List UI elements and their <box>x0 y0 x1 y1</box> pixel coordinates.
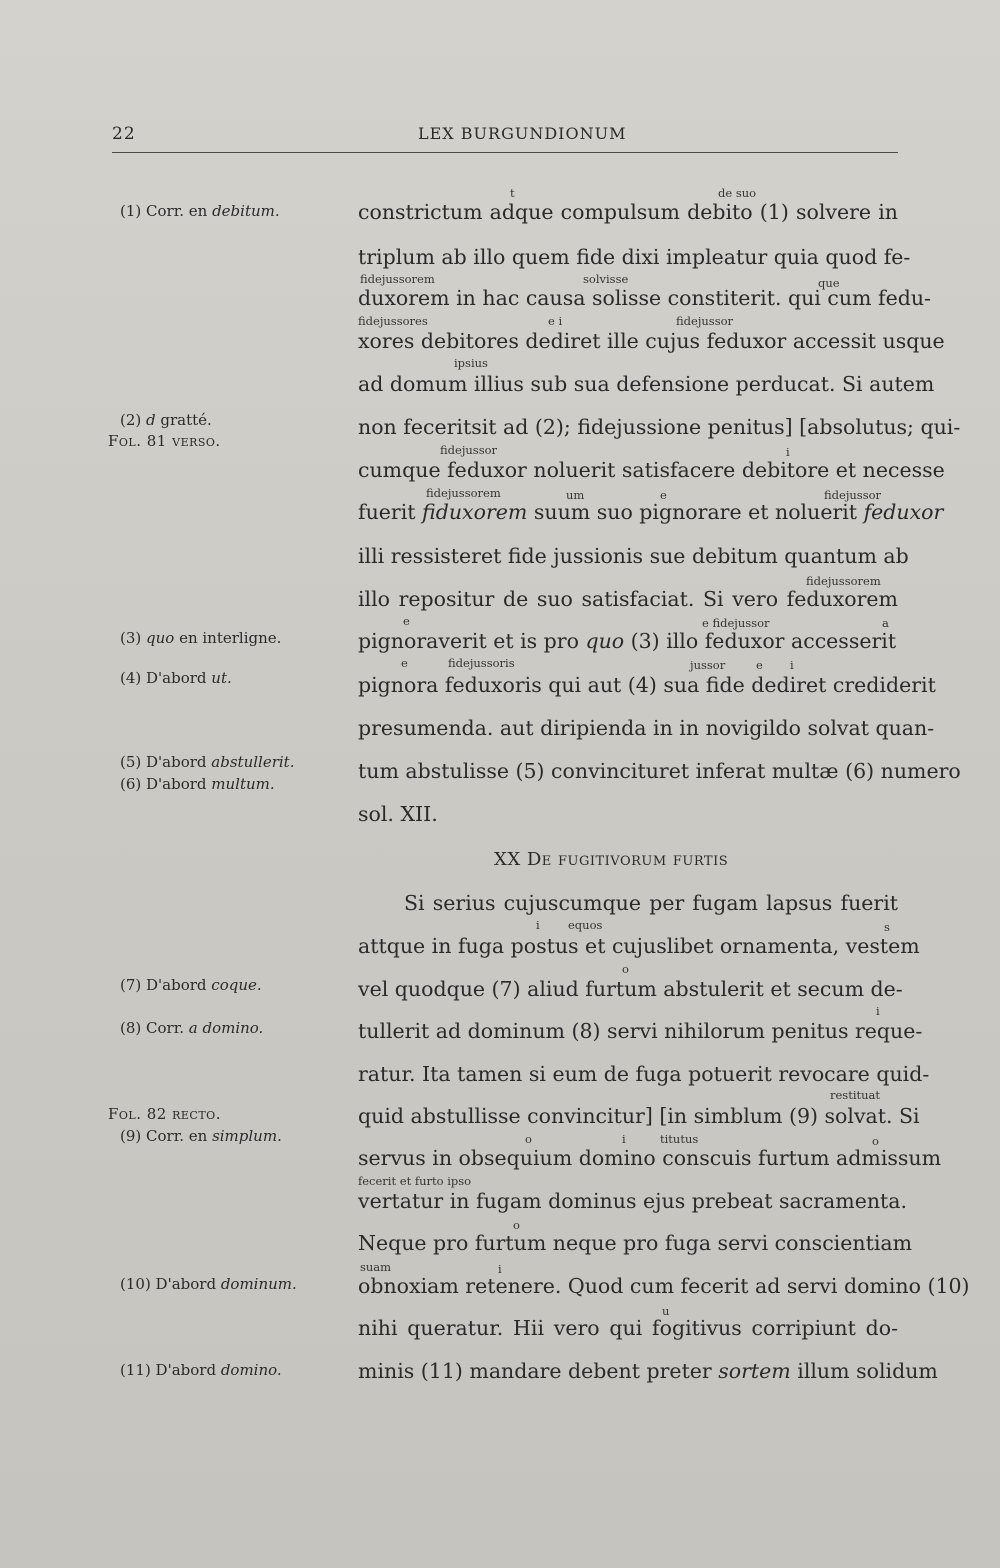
note-2: (2) d gratté. <box>120 411 212 429</box>
text-line: xores debitores dediret ille cujus feduxor accessit usque <box>358 329 945 353</box>
page-number: 22 <box>112 124 136 144</box>
text-line: illi ressisteret fide jussionis sue debitum quantum ab <box>358 544 909 568</box>
text-line: non feceritsit ad (2); fidejussione penitus] [absolutus; qui- <box>358 415 961 439</box>
gloss: de suo <box>718 186 757 200</box>
text-line: pignora feduxoris qui aut (4) sua fide dediret crediderit <box>358 673 936 697</box>
text-line: attque in fuga postus et cujuslibet ornamenta, vestem <box>358 934 920 958</box>
gloss: i <box>790 658 794 672</box>
note-6: (6) D'abord multum. <box>120 775 275 793</box>
gloss: i <box>622 1132 626 1146</box>
running-title: LEX BURGUNDIONUM <box>418 124 627 143</box>
note-7: (7) D'abord coque. <box>120 976 262 994</box>
gloss: jussor <box>690 658 726 672</box>
note-1: (1) Corr. en debitum. <box>120 202 280 220</box>
text-line: servus in obsequium domino conscuis furtum admissum <box>358 1146 942 1170</box>
text-line: sol. XII. <box>358 802 438 826</box>
text-line: ad domum illius sub sua defensione perducat. Si autem <box>358 372 935 396</box>
text-line: ratur. Ita tamen si eum de fuga potuerit revocare quid- <box>358 1062 930 1086</box>
gloss: o <box>513 1218 520 1232</box>
gloss: fidejussoris <box>448 656 515 670</box>
text-line: nihi queratur. Hii vero qui fogitivus corripiunt do- <box>358 1316 898 1340</box>
gloss: u <box>662 1304 670 1318</box>
gloss: e <box>403 614 410 628</box>
text-line: fuerit fiduxorem suum suo pignorare et noluerit feduxor <box>358 500 944 524</box>
text-line: presumenda. aut diripienda in in novigildo solvat quan- <box>358 716 935 740</box>
gloss: e i <box>548 314 563 328</box>
folio-81-verso: Fol. 81 verso. <box>108 432 221 450</box>
gloss: e <box>660 488 667 502</box>
gloss: i <box>498 1262 502 1276</box>
text-line: vertatur in fugam dominus ejus prebeat sacramenta. <box>358 1189 908 1213</box>
gloss: fidejussorem <box>360 272 435 286</box>
note-10: (10) D'abord dominum. <box>120 1275 297 1293</box>
note-9: (9) Corr. en simplum. <box>120 1127 282 1145</box>
gloss: s <box>884 920 890 934</box>
header-rule <box>112 152 898 153</box>
note-3: (3) quo en interligne. <box>120 629 282 647</box>
text-line: obnoxiam retenere. Quod cum fecerit ad servi domino (10) <box>358 1274 970 1298</box>
text-line: cumque feduxor noluerit satisfacere debitore et necesse <box>358 458 945 482</box>
gloss: e fidejussor <box>702 616 770 630</box>
text-line: tum abstulisse (5) convincituret inferat multæ (6) numero <box>358 759 961 783</box>
text-line: quid abstullisse convincitur] [in simblum (9) solvat. Si <box>358 1104 920 1128</box>
gloss: i <box>536 918 540 932</box>
text-line: vel quodque (7) aliud furtum abstulerit et secum de- <box>358 977 903 1001</box>
gloss: o <box>872 1134 879 1148</box>
gloss: fidejussor <box>676 314 734 328</box>
note-4: (4) D'abord ut. <box>120 669 232 687</box>
text-line: Neque pro furtum neque pro fuga servi conscientiam <box>358 1231 913 1255</box>
text-line: duxorem in hac causa solisse constiterit. qui cum fedu- <box>358 286 931 310</box>
gloss: e <box>401 656 408 670</box>
gloss: fecerit et furto ipso <box>358 1174 472 1188</box>
gloss: fidejussor <box>440 443 498 457</box>
gloss: o <box>525 1132 532 1146</box>
gloss: um <box>566 488 585 502</box>
gloss: fidejussores <box>358 314 428 328</box>
gloss: o <box>622 962 629 976</box>
gloss: t <box>510 186 515 200</box>
gloss: que <box>818 276 840 290</box>
note-8: (8) Corr. a domino. <box>120 1019 264 1037</box>
text-line: Si serius cujuscumque per fugam lapsus fuerit <box>404 891 898 915</box>
gloss: restituat <box>830 1088 881 1102</box>
gloss: fidejussorem <box>806 574 881 588</box>
gloss: a <box>882 616 889 630</box>
gloss: i <box>786 445 790 459</box>
gloss: ipsius <box>454 356 488 370</box>
gloss: equos <box>568 918 603 932</box>
text-line: illo repositur de suo satisfaciat. Si vero feduxorem <box>358 587 898 611</box>
note-11: (11) D'abord domino. <box>120 1361 282 1379</box>
folio-82-recto: Fol. 82 recto. <box>108 1105 221 1123</box>
gloss: e <box>756 658 763 672</box>
gloss: suam <box>360 1260 392 1274</box>
gloss: titutus <box>660 1132 699 1146</box>
gloss: fidejussorem <box>426 486 501 500</box>
gloss: fidejussor <box>824 488 882 502</box>
section-title: XX De fugitivorum furtis <box>494 849 729 870</box>
text-line: triplum ab illo quem fide dixi impleatur quia quod fe- <box>358 245 911 269</box>
text-line: tullerit ad dominum (8) servi nihilorum penitus reque- <box>358 1019 923 1043</box>
gloss: i <box>876 1004 880 1018</box>
text-line: minis (11) mandare debent preter sortem illum solidum <box>358 1359 938 1383</box>
text-line: pignoraverit et is pro quo (3) illo feduxor accesserit <box>358 629 897 653</box>
text-line: constrictum adque compulsum debito (1) solvere in <box>358 200 898 224</box>
note-5: (5) D'abord abstullerit. <box>120 753 295 771</box>
gloss: solvisse <box>583 272 629 286</box>
